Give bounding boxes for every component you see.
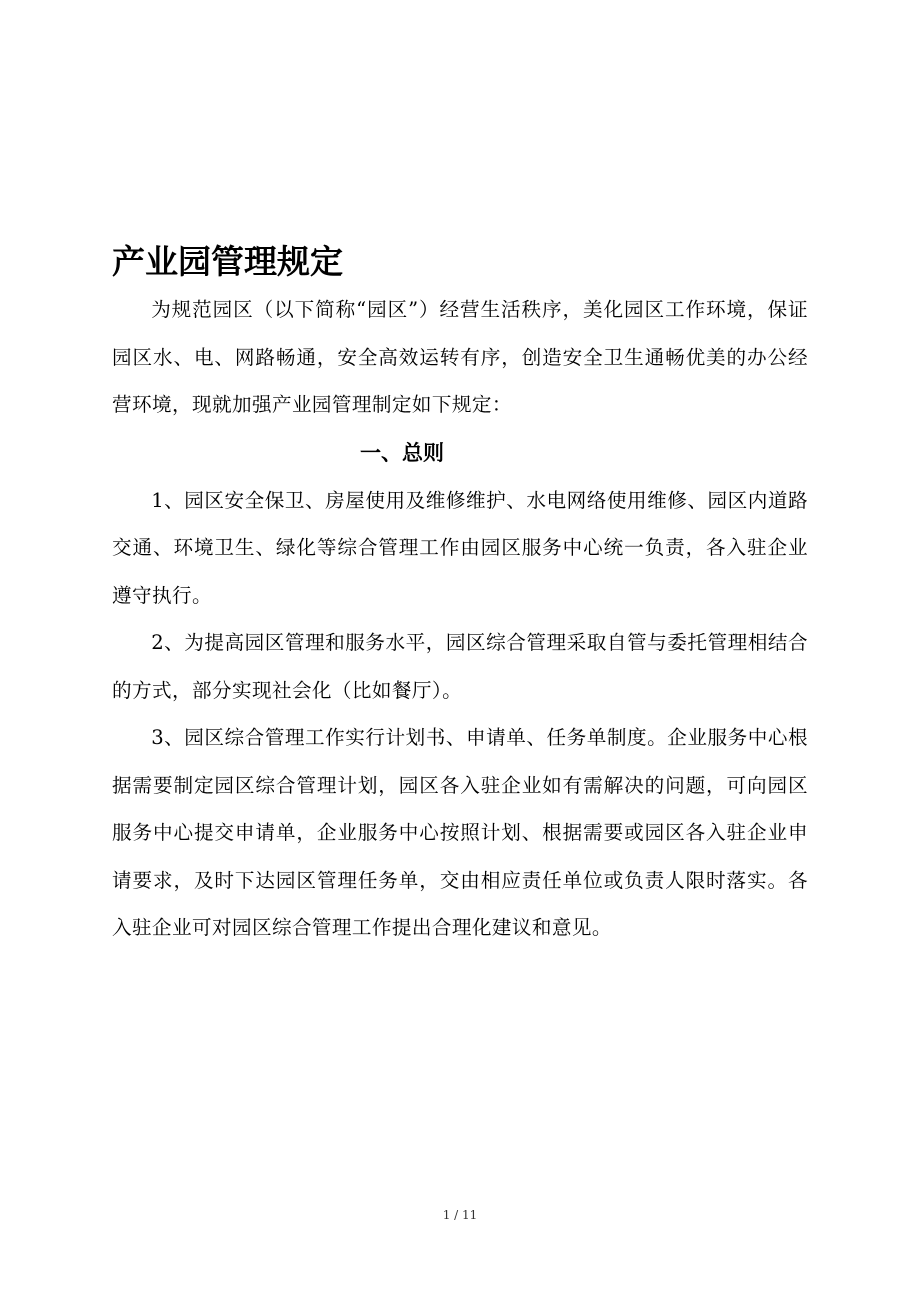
document-title: 产业园管理规定 [112,242,343,281]
page-number: 1 / 11 [442,1208,478,1222]
section-general-provisions [112,429,808,952]
intro-paragraph: 为规范园区（以下简称“园区”）经营生活秩序，美化园区工作环境，保证园区水、电、网路畅通，安全高效运转有序，创造安全卫生通畅优美的办公经营环境，现就加强产业园管理制定如下规定： [112,298,808,416]
clause-paragraph-1: 1、园区安全保卫、房屋使用及维修维护、水电网络使用维修、园区内道路交通、环境卫生、绿化等综合管理工作由园区服务中心统一负责，各入驻企业遵守执行。 [112,488,808,607]
document-body [112,286,808,952]
clause-paragraph-2: 2、为提高园区管理和服务水平，园区综合管理采取自管与委托管理相结合的方式，部分实现社会化（比如餐厅）。 [112,631,808,702]
section-heading: 一、总则 [360,440,444,465]
clause-paragraph-3: 3、园区综合管理工作实行计划书、申请单、任务单制度。企业服务中心根据需要制定园区综合管理计划，园区各入驻企业如有需解决的问题，可向园区服务中心提交申请单，企业服务中心按照计划、根据需要或园区各入驻企业申请要求，及时下达园区管理任务单，交由相应责任单位或负责人限时落实。各入驻企业可对园区综合管理工作提出合理化建议和意见。 [112,726,808,939]
